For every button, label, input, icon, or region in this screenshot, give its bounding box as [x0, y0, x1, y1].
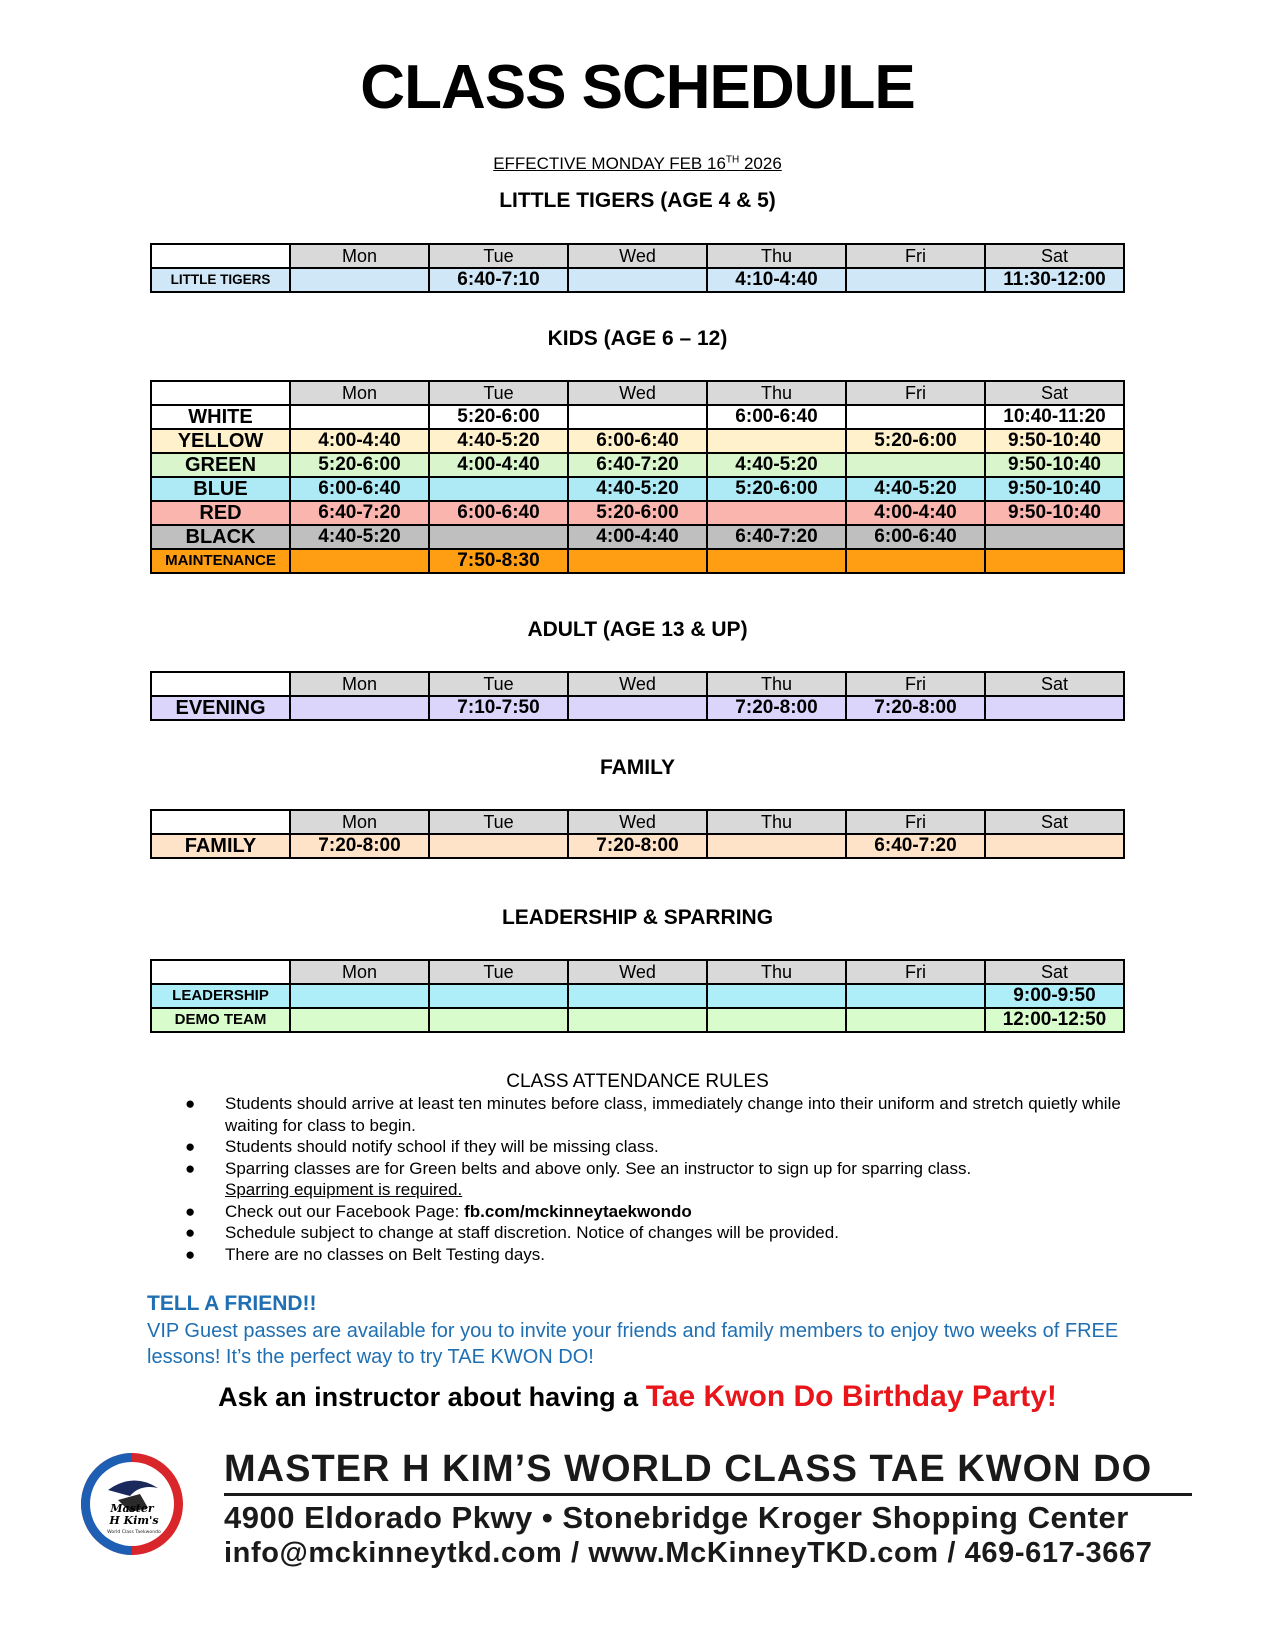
row-label: BLUE [151, 477, 290, 501]
day-header-wed: Wed [568, 810, 707, 834]
day-header-wed: Wed [568, 672, 707, 696]
row-label: BLACK [151, 525, 290, 549]
time-cell [290, 405, 429, 429]
row-label: EVENING [151, 696, 290, 720]
time-cell: 4:00-4:40 [429, 453, 568, 477]
row-label: RED [151, 501, 290, 525]
day-header-mon: Mon [290, 672, 429, 696]
time-cell: 4:40-5:20 [846, 477, 985, 501]
row-label: YELLOW [151, 429, 290, 453]
time-cell: 12:00-12:50 [985, 1008, 1124, 1032]
section-heading-family: FAMILY [599, 756, 676, 779]
day-header-wed: Wed [568, 381, 707, 405]
schedule-table-family [150, 809, 1125, 859]
time-cell: 6:40-7:20 [846, 834, 985, 858]
day-header-fri: Fri [846, 381, 985, 405]
time-cell [707, 429, 846, 453]
table-row [151, 696, 1124, 720]
table-row [151, 525, 1124, 549]
time-cell: 7:10-7:50 [429, 696, 568, 720]
sparring-equipment-note: Sparring equipment is required. [225, 1180, 463, 1199]
time-cell: 10:40-11:20 [985, 405, 1124, 429]
day-header-thu: Thu [707, 810, 846, 834]
table-header-row [151, 960, 1124, 984]
time-cell: 6:40-7:10 [429, 268, 568, 292]
time-cell [985, 549, 1124, 573]
time-cell: 5:20-6:00 [707, 477, 846, 501]
header-blank-cell [151, 810, 290, 834]
day-header-mon: Mon [290, 244, 429, 268]
section-heading-kids: KIDS (AGE 6 – 12) [547, 327, 728, 350]
day-header-thu: Thu [707, 381, 846, 405]
row-label: WHITE [151, 405, 290, 429]
time-cell: 7:50-8:30 [429, 549, 568, 573]
table-row [151, 501, 1124, 525]
schedule-table-little-tigers [150, 243, 1125, 293]
time-cell: 4:00-4:40 [846, 501, 985, 525]
time-cell [290, 268, 429, 292]
schedule-table-adult [150, 671, 1125, 721]
time-cell: 4:00-4:40 [568, 525, 707, 549]
day-header-mon: Mon [290, 381, 429, 405]
time-cell: 9:50-10:40 [985, 477, 1124, 501]
time-cell: 4:10-4:40 [707, 268, 846, 292]
list-item: ● Check out our Facebook Page: fb.com/mckinneytaekwondo [185, 1201, 692, 1221]
day-header-fri: Fri [846, 960, 985, 984]
svg-text:Master: Master [110, 1502, 154, 1515]
time-cell [290, 696, 429, 720]
day-header-tue: Tue [429, 381, 568, 405]
time-cell [568, 1008, 707, 1032]
time-cell: 7:20-8:00 [568, 834, 707, 858]
birthday-party-callout: Ask an instructor about having a Tae Kwon Do Birthday Party! [218, 1380, 1057, 1413]
time-cell [429, 984, 568, 1008]
list-item: ● There are no classes on Belt Testing days. [185, 1244, 546, 1264]
time-cell [846, 405, 985, 429]
time-cell: 4:40-5:20 [707, 453, 846, 477]
svg-text:World Class Taekwondo: World Class Taekwondo [107, 1530, 161, 1535]
day-header-tue: Tue [429, 810, 568, 834]
time-cell: 9:50-10:40 [985, 429, 1124, 453]
time-cell: 11:30-12:00 [985, 268, 1124, 292]
header-blank-cell [151, 381, 290, 405]
header-blank-cell [151, 244, 290, 268]
time-cell: 9:50-10:40 [985, 501, 1124, 525]
rules-title: CLASS ATTENDANCE RULES [506, 1071, 769, 1092]
time-cell: 5:20-6:00 [846, 429, 985, 453]
time-cell [429, 525, 568, 549]
page-title: CLASS SCHEDULE [360, 53, 915, 122]
time-cell: 6:40-7:20 [290, 501, 429, 525]
time-cell: 7:20-8:00 [846, 696, 985, 720]
table-row [151, 477, 1124, 501]
row-label: LEADERSHIP [151, 984, 290, 1008]
school-name: MASTER H KIM’S WORLD CLASS TAE KWON DO [224, 1448, 1192, 1496]
time-cell: 4:00-4:40 [290, 429, 429, 453]
time-cell: 6:00-6:40 [846, 525, 985, 549]
time-cell [846, 453, 985, 477]
time-cell [568, 549, 707, 573]
day-header-mon: Mon [290, 810, 429, 834]
time-cell [707, 501, 846, 525]
effective-date: EFFECTIVE MONDAY FEB 16TH 2026 [493, 154, 782, 173]
time-cell: 6:00-6:40 [290, 477, 429, 501]
time-cell [846, 984, 985, 1008]
day-header-sat: Sat [985, 960, 1124, 984]
list-item: ● Schedule subject to change at staff discretion. Notice of changes will be provided. [185, 1223, 839, 1242]
time-cell [985, 834, 1124, 858]
time-cell [568, 984, 707, 1008]
time-cell: 4:40-5:20 [568, 477, 707, 501]
header-blank-cell [151, 672, 290, 696]
time-cell: 5:20-6:00 [568, 501, 707, 525]
row-label: DEMO TEAM [151, 1008, 290, 1032]
time-cell: 6:00-6:40 [707, 405, 846, 429]
time-cell: 6:00-6:40 [568, 429, 707, 453]
table-row [151, 405, 1124, 429]
time-cell [429, 477, 568, 501]
time-cell: 6:40-7:20 [568, 453, 707, 477]
time-cell [429, 834, 568, 858]
section-heading-little-tigers: LITTLE TIGERS (AGE 4 & 5) [499, 189, 776, 212]
day-header-wed: Wed [568, 244, 707, 268]
row-label: GREEN [151, 453, 290, 477]
day-header-fri: Fri [846, 244, 985, 268]
day-header-mon: Mon [290, 960, 429, 984]
time-cell: 9:50-10:40 [985, 453, 1124, 477]
time-cell [290, 1008, 429, 1032]
time-cell: 5:20-6:00 [290, 453, 429, 477]
day-header-sat: Sat [985, 810, 1124, 834]
section-heading-adult: ADULT (AGE 13 & UP) [527, 618, 748, 641]
time-cell [707, 1008, 846, 1032]
time-cell: 5:20-6:00 [429, 405, 568, 429]
day-header-fri: Fri [846, 810, 985, 834]
table-row [151, 834, 1124, 858]
table-row [151, 984, 1124, 1008]
svg-text:H Kim's: H Kim's [109, 1514, 159, 1527]
table-row [151, 453, 1124, 477]
day-header-sat: Sat [985, 672, 1124, 696]
tell-a-friend-text: VIP Guest passes are available for you to invite your friends and family members to enjoy two weeks of FREE lessons! It’s the perfect way to try TAE KWON DO! [147, 1320, 1119, 1368]
schedule-table-leadership [150, 959, 1125, 1033]
table-row [151, 1008, 1124, 1032]
time-cell [707, 984, 846, 1008]
time-cell [846, 1008, 985, 1032]
time-cell: 9:00-9:50 [985, 984, 1124, 1008]
table-row [151, 429, 1124, 453]
time-cell [290, 984, 429, 1008]
rules-list [185, 1093, 1125, 1265]
facebook-link[interactable]: fb.com/mckinneytaekwondo [464, 1201, 692, 1221]
day-header-sat: Sat [985, 381, 1124, 405]
day-header-tue: Tue [429, 960, 568, 984]
time-cell [290, 549, 429, 573]
list-item: ● Sparring classes are for Green belts and above only. See an instructor to sign up for sparring class. Sparring equipment is required. [185, 1158, 1125, 1201]
table-row [151, 268, 1124, 292]
list-item: ● Students should arrive at least ten minutes before class, immediately change into their uniform and stretch quietly while waiting for class to begin. [185, 1094, 1121, 1135]
day-header-thu: Thu [707, 672, 846, 696]
time-cell [985, 696, 1124, 720]
day-header-thu: Thu [707, 960, 846, 984]
time-cell: 6:00-6:40 [429, 501, 568, 525]
day-header-thu: Thu [707, 244, 846, 268]
time-cell: 6:40-7:20 [707, 525, 846, 549]
list-item: ● Students should notify school if they will be missing class. [185, 1137, 659, 1156]
school-contact: info@mckinneytkd.com / www.McKinneyTKD.com / 469-617-3667 [224, 1537, 1153, 1569]
day-header-tue: Tue [429, 672, 568, 696]
time-cell [846, 549, 985, 573]
time-cell [429, 1008, 568, 1032]
day-header-sat: Sat [985, 244, 1124, 268]
table-header-row [151, 381, 1124, 405]
row-label: FAMILY [151, 834, 290, 858]
table-header-row [151, 244, 1124, 268]
time-cell [846, 268, 985, 292]
schedule-table-kids [150, 380, 1125, 574]
time-cell [707, 834, 846, 858]
table-row [151, 549, 1124, 573]
time-cell: 4:40-5:20 [429, 429, 568, 453]
time-cell [568, 696, 707, 720]
time-cell: 4:40-5:20 [290, 525, 429, 549]
day-header-fri: Fri [846, 672, 985, 696]
time-cell [568, 405, 707, 429]
tell-a-friend-heading: TELL A FRIEND!! [147, 1292, 317, 1315]
row-label: MAINTENANCE [151, 549, 290, 573]
table-header-row [151, 810, 1124, 834]
row-label: LITTLE TIGERS [151, 268, 290, 292]
header-blank-cell [151, 960, 290, 984]
day-header-wed: Wed [568, 960, 707, 984]
section-heading-leadership: LEADERSHIP & SPARRING [501, 906, 774, 929]
time-cell [985, 525, 1124, 549]
time-cell [568, 268, 707, 292]
school-logo [78, 1450, 186, 1558]
table-header-row [151, 672, 1124, 696]
day-header-tue: Tue [429, 244, 568, 268]
school-address: 4900 Eldorado Pkwy • Stonebridge Kroger Shopping Center [224, 1500, 1129, 1535]
time-cell: 7:20-8:00 [290, 834, 429, 858]
time-cell [707, 549, 846, 573]
time-cell: 7:20-8:00 [707, 696, 846, 720]
